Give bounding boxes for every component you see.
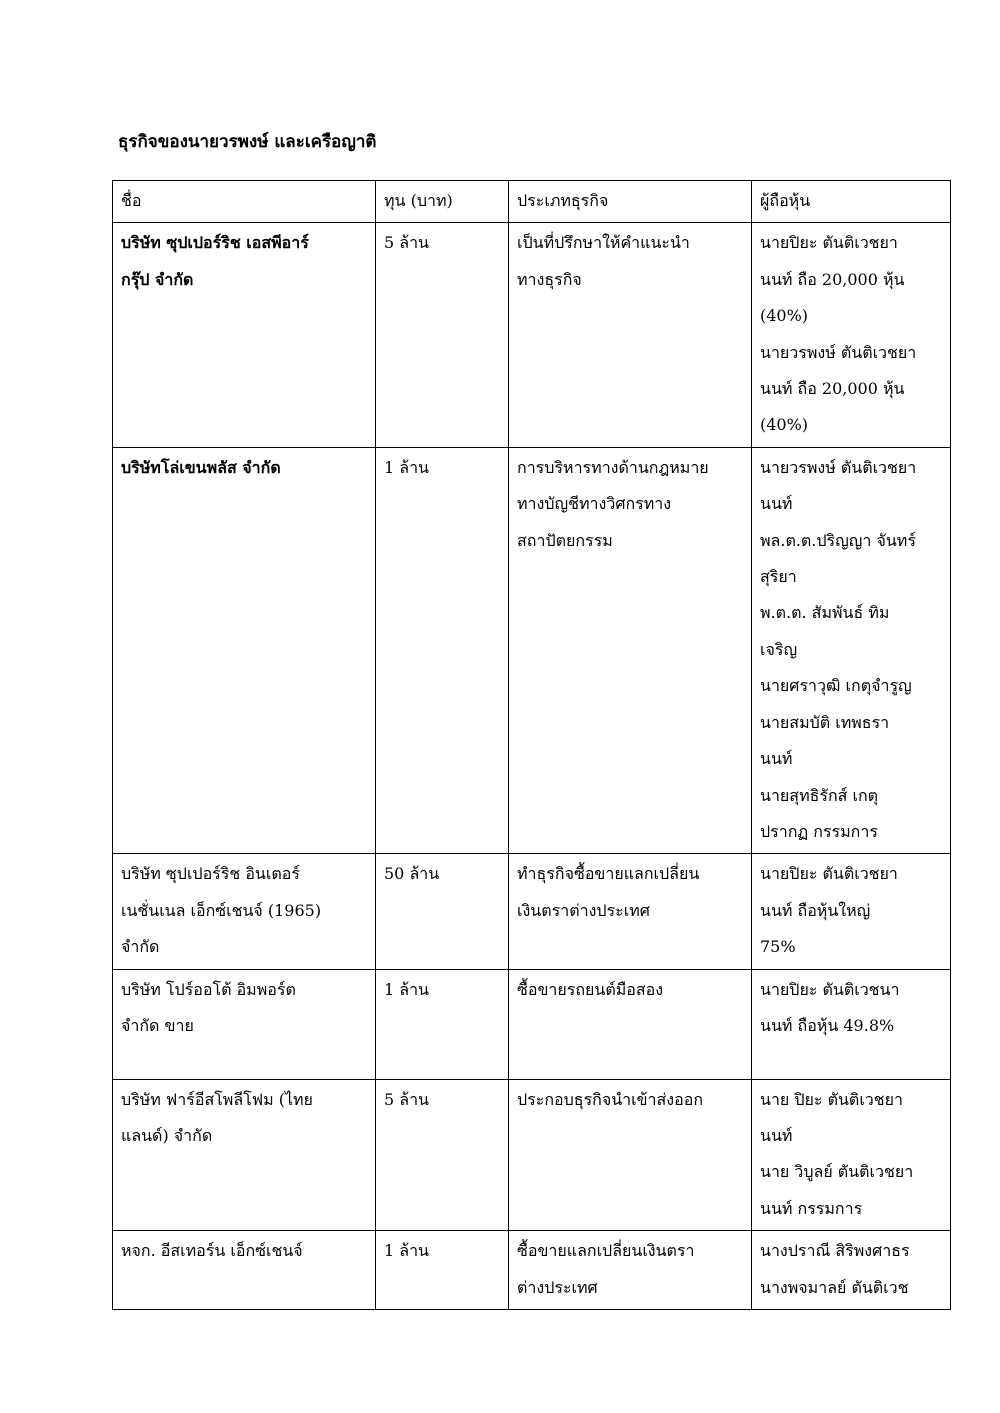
shareholders: นางปราณี สิริพงศาธร นางพจมาลย์ ตันติเวช bbox=[752, 1231, 951, 1310]
business-type: ซื้อขายแลกเปลี่ยนเงินตรา ต่างประเทศ bbox=[509, 1231, 752, 1310]
shareholders: นาย ปิยะ ตันติเวชยา นนท์ นาย วิบูลย์ ตันติเวชยา นนท์ กรรมการ bbox=[752, 1079, 951, 1231]
company-name: บริษัท ซุปเปอร์ริช อินเตอร์ เนชั่นเนล เอ็กซ์เชนจ์ (1965) จำกัด bbox=[113, 854, 376, 969]
table-row bbox=[113, 1079, 951, 1231]
header-name: ชื่อ bbox=[113, 181, 376, 223]
header-shareholders: ผู้ถือหุ้น bbox=[752, 181, 951, 223]
shareholders: นายวรพงษ์ ตันติเวชยา นนท์ พล.ต.ต.ปริญญา จันทร์ สุริยา พ.ต.ต. สัมพันธ์ ทิม เจริญ นายศราวุฒิ เกตุจำรูญ นายสมบัติ เทพธรา นนท์ นายสุทธิรักส์ เกตุ ปรากฏ กรรมการ bbox=[752, 447, 951, 853]
table-row bbox=[113, 854, 951, 969]
shareholders: นายปิยะ ตันติเวชยา นนท์ ถือ 20,000 หุ้น (40%) นายวรพงษ์ ตันติเวชยา นนท์ ถือ 20,000 หุ้น (40%) bbox=[752, 223, 951, 447]
table-row bbox=[113, 447, 951, 853]
table-row bbox=[113, 1231, 951, 1310]
business-type: การบริหารทางด้านกฎหมาย ทางบัญชีทางวิศกรทาง สถาปัตยกรรม bbox=[509, 447, 752, 853]
table-row bbox=[113, 223, 951, 447]
company-name: บริษัท โปร์ออโต้ อิมพอร์ต จำกัด ขาย bbox=[113, 969, 376, 1079]
shareholders: นายปิยะ ตันติเวชยา นนท์ ถือหุ้นใหญ่ 75% bbox=[752, 854, 951, 969]
capital: 5 ล้าน bbox=[376, 1079, 509, 1231]
capital: 1 ล้าน bbox=[376, 1231, 509, 1310]
business-type: เป็นที่ปรึกษาให้คำแนะนำ ทางธุรกิจ bbox=[509, 223, 752, 447]
business-type: ทำธุรกิจซื้อขายแลกเปลี่ยน เงินตราต่างประเทศ bbox=[509, 854, 752, 969]
table-row bbox=[113, 969, 951, 1079]
business-type: ซื้อขายรถยนต์มือสอง bbox=[509, 969, 752, 1079]
business-table bbox=[112, 180, 951, 1310]
company-name: บริษัท ซุปเปอร์ริช เอสพีอาร์ กรุ๊ป จำกัด bbox=[113, 223, 376, 447]
capital: 50 ล้าน bbox=[376, 854, 509, 969]
capital: 5 ล้าน bbox=[376, 223, 509, 447]
company-name: บริษัทโล่เขนพลัส จำกัด bbox=[113, 447, 376, 853]
table-header-row bbox=[113, 181, 951, 223]
header-capital: ทุน (บาท) bbox=[376, 181, 509, 223]
business-type: ประกอบธุรกิจนำเข้าส่งออก bbox=[509, 1079, 752, 1231]
header-business-type: ประเภทธุรกิจ bbox=[509, 181, 752, 223]
document-title: ธุรกิจของนายวรพงษ์ และเครือญาติ bbox=[118, 132, 377, 152]
capital: 1 ล้าน bbox=[376, 969, 509, 1079]
company-name: หจก. อีสเทอร์น เอ็กซ์เชนจ์ bbox=[113, 1231, 376, 1310]
company-name: บริษัท ฟาร์อีสโพลีโฟม (ไทย แลนด์) จำกัด bbox=[113, 1079, 376, 1231]
capital: 1 ล้าน bbox=[376, 447, 509, 853]
shareholders: นายปิยะ ตันติเวชนา นนท์ ถือหุ้น 49.8% bbox=[752, 969, 951, 1079]
